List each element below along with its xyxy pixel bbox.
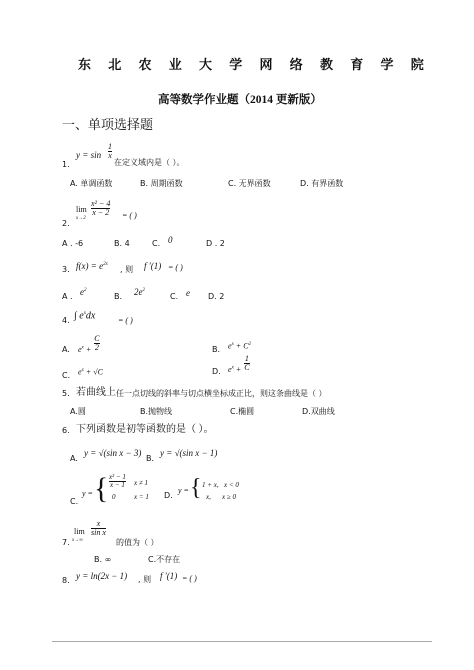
equals-paren: = ( ) — [168, 263, 183, 272]
q5-option-d[interactable]: D.双曲线 — [302, 407, 335, 416]
q4-option-a[interactable]: A. — [62, 345, 70, 354]
q6-option-d-line1: 1 + x, — [202, 481, 219, 489]
q5-option-a[interactable]: A.圆 — [70, 407, 86, 416]
q6-stem: 下列函数是初等函数的是（ ）。 — [76, 424, 214, 435]
section-title: 一、单项选择题 — [62, 117, 154, 132]
q8-expression: y = ln(2x − 1) — [76, 571, 128, 581]
q5-option-c[interactable]: C.椭圆 — [230, 407, 255, 416]
brace-symbol: { — [94, 472, 109, 505]
derivative-expression: f ′(1) — [144, 261, 162, 271]
q4-option-c-expr: $e^x + √C$ — [78, 367, 103, 377]
q7-limit-symbol: lim — [74, 527, 85, 536]
q2-option-c-value: 0 — [168, 235, 173, 245]
q7-option-c[interactable]: C.不存在 — [148, 555, 181, 564]
math-expression: y = sin — [76, 150, 102, 160]
q3-option-c-value: e — [186, 288, 190, 298]
q2-option-a[interactable]: A . -6 — [62, 239, 84, 248]
limit-symbol: lim — [76, 205, 87, 214]
q6-option-c-cond2: x = 1 — [134, 493, 149, 501]
q2-option-c[interactable]: C. — [152, 239, 161, 248]
brace-symbol: { — [190, 475, 202, 501]
q5-stem-rest: 任一点切线的斜率与切点横坐标成正比，则这条曲线是（ ） — [116, 389, 327, 398]
equals-paren: = ( ) — [118, 316, 133, 325]
q6-option-d-cond2: x ≥ 0 — [222, 493, 236, 501]
q5-option-b[interactable]: B.抛物线 — [140, 407, 173, 416]
q8-then: , 则 — [138, 575, 152, 584]
q1-option-d[interactable]: D. 有界函数 — [300, 179, 344, 188]
question-number: 4. — [62, 316, 70, 325]
q6-option-b[interactable]: B. — [146, 454, 155, 463]
q6-option-b-expr: y = √(sin x − 1) — [160, 448, 218, 458]
q5-number: 5. — [62, 389, 70, 398]
q6-option-d[interactable]: D. — [164, 491, 173, 500]
q6-number: 6. — [62, 426, 70, 435]
doc-title: 高等数学作业题（2014 更新版） — [158, 94, 322, 106]
school-title: 东 北 农 业 大 学 网 络 教 育 学 院 — [78, 57, 425, 72]
integral-expression: ∫ $e^xdx$ — [74, 310, 96, 322]
q3-option-b[interactable]: B. — [114, 292, 123, 301]
q4-option-c[interactable]: C. — [62, 371, 71, 380]
q4-option-b[interactable]: B. — [212, 345, 221, 354]
q8-number: 8. — [62, 576, 70, 585]
q6-option-a[interactable]: A. — [70, 454, 78, 463]
question-stem: 在定义域内是（ ）。 — [114, 158, 185, 167]
q3-option-b-value: $2e^2$ — [134, 287, 145, 297]
question-number: 1. — [62, 160, 70, 169]
q7-option-b[interactable]: B. ∞ — [94, 555, 112, 564]
q3-option-a[interactable]: A . — [62, 292, 73, 301]
q7-number: 7. — [62, 538, 70, 547]
limit-subscript: x→2 — [76, 216, 86, 221]
q1-option-a[interactable]: A. 单调函数 — [70, 179, 113, 188]
fraction: 1 x — [108, 142, 112, 160]
q1-option-c[interactable]: C. 无界函数 — [228, 179, 271, 188]
q4-option-d[interactable]: D. — [212, 367, 221, 376]
question-number: 3. — [62, 265, 70, 274]
q4-option-b-expr: $e^x + C^2$ — [228, 341, 252, 351]
q1-option-b[interactable]: B. 周期函数 — [140, 179, 183, 188]
page-bottom-divider — [52, 641, 432, 642]
fraction: x² − 4 x − 2 — [91, 199, 111, 217]
math-expression: $f(x) = e^{2x}$ — [76, 261, 108, 271]
fraction: $\frac{1}{C}$ — [244, 354, 250, 372]
q4-option-d-expr: $e^x$ + $\frac{1}{C}$ — [228, 354, 250, 375]
q3-option-c[interactable]: C. — [170, 292, 179, 301]
q6-option-c[interactable]: C. — [70, 497, 79, 506]
q3-option-d[interactable]: D. 2 — [208, 292, 225, 301]
q6-option-c-line2: 0 — [112, 493, 116, 501]
q2-option-b[interactable]: B. 4 — [114, 239, 130, 248]
question-number: 2. — [62, 219, 70, 228]
fraction: x² − 1 x − 1 — [109, 473, 126, 489]
fraction: x sin x — [91, 519, 106, 537]
q6-option-d-line2: x, — [206, 493, 211, 501]
q6-option-c-cond1: x ≠ 1 — [134, 479, 148, 487]
q7-stem: 的值为（ ） — [116, 538, 159, 547]
fraction: $\frac{C}{2}$ — [94, 334, 100, 352]
q3-option-a-value: $e^2$ — [80, 287, 87, 297]
q6-option-a-expr: y = √(sin x − 3) — [84, 448, 142, 458]
q6-option-d-y: y = — [178, 486, 189, 495]
then-word: , 则 — [120, 265, 134, 274]
q5-stem-start: 若曲线上 — [76, 387, 116, 398]
q7-limit-subscript: x→∞ — [72, 538, 83, 543]
q8-derivative: f ′(1) — [160, 571, 178, 581]
q8-equals-paren: = ( ) — [182, 574, 197, 583]
q2-option-d[interactable]: D . 2 — [206, 239, 225, 248]
equals-paren: = ( ) — [122, 211, 137, 220]
q6-option-d-cond1: x < 0 — [224, 481, 239, 489]
q4-option-a-expr: $e^x$ + $\frac{C}{2}$ — [78, 334, 100, 355]
q6-option-c-y: y = — [82, 489, 93, 498]
